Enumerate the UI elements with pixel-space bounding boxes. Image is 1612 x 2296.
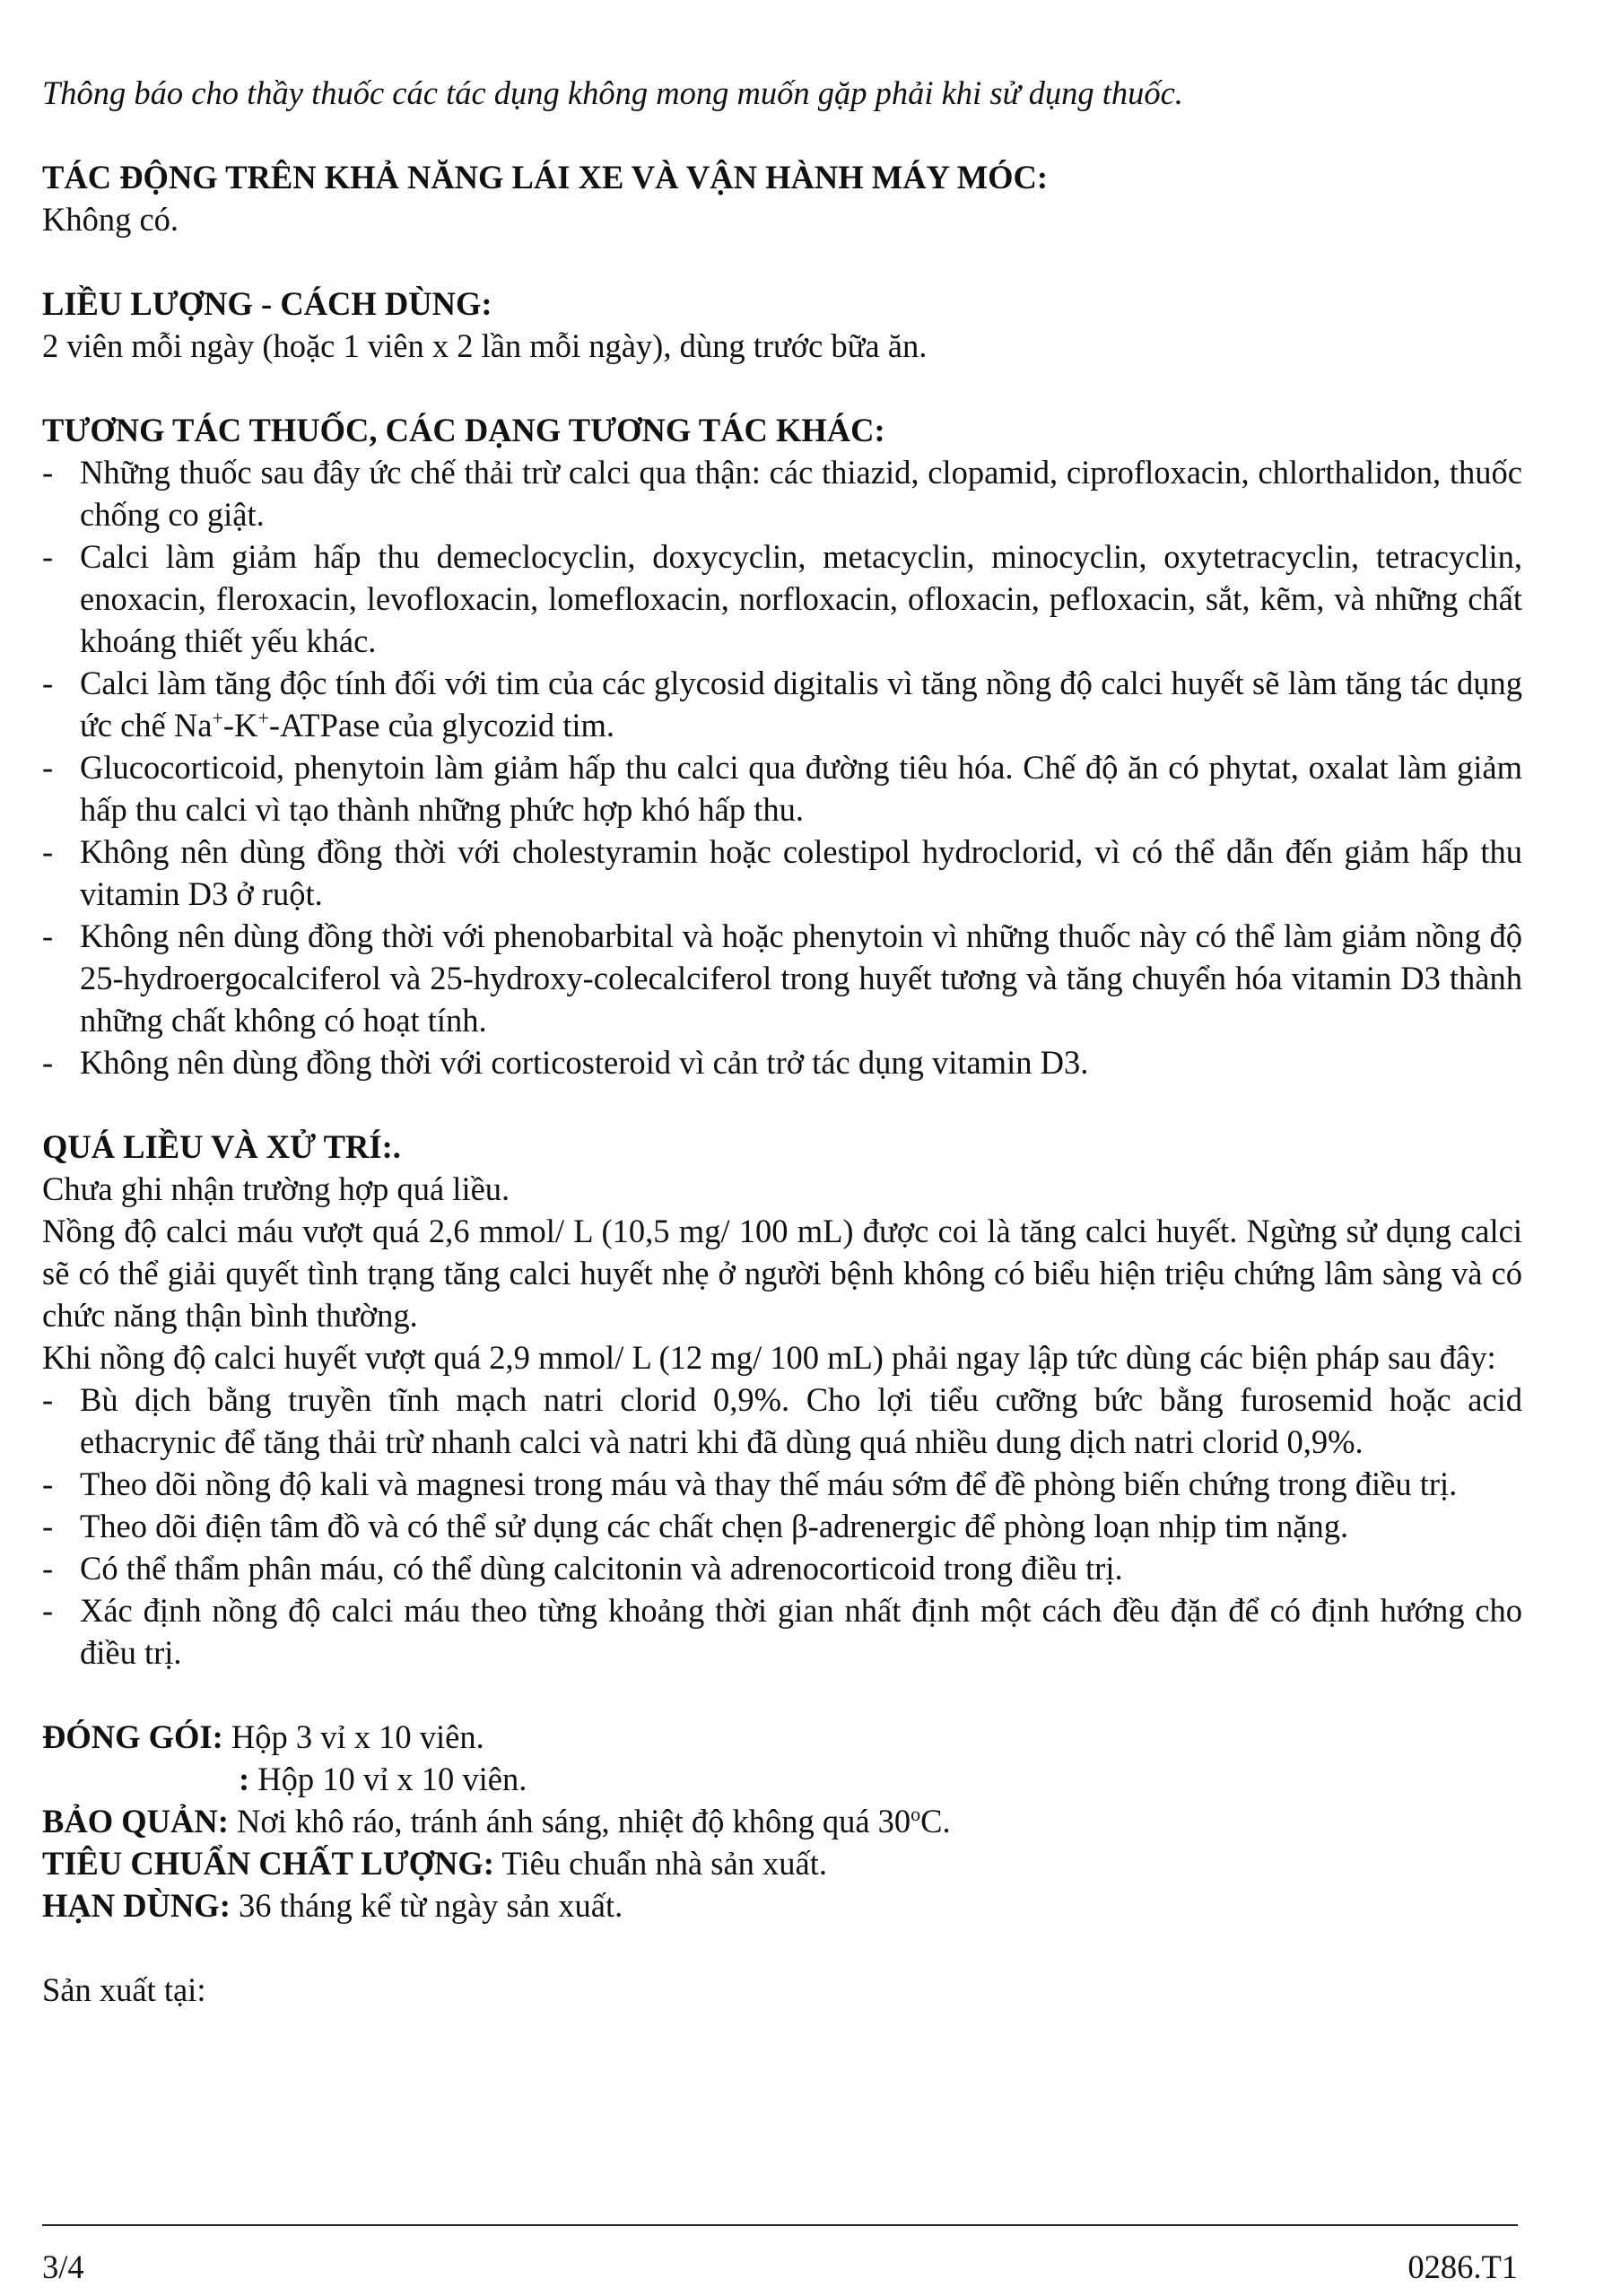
document-page <box>42 72 1522 2011</box>
page-number: 3/4 <box>42 2248 84 2285</box>
list-item <box>42 662 1522 746</box>
footer-divider <box>42 2224 1518 2226</box>
list-item: - Glucocorticoid, phenytoin làm giảm hấp thu calci qua đường tiêu hóa. Chế độ ăn có phytat, oxalat làm giảm hấp thu calci vì tạo thành những phức hợp khó hấp thu. <box>42 746 1522 831</box>
packaging-label: ĐÓNG GÓI: <box>42 1718 223 1755</box>
list-item: - Xác định nồng độ calci máu theo từng khoảng thời gian nhất định một cách đều đặn để có định hướng cho điều trị. <box>42 1589 1522 1674</box>
driving-section <box>42 156 1522 240</box>
page-footer <box>42 2246 1518 2288</box>
overdose-paragraph: Nồng độ calci máu vượt quá 2,6 mmol/ L (10,5 mg/ 100 mL) được coi là tăng calci huyết. Ngừng sử dụng calci sẽ có thể giải quyết tình trạng tăng calci huyết nhẹ ở người bệnh không có biểu hiện triệu chứng lâm sàng và có chức năng thận bình thường. <box>42 1213 1522 1334</box>
list-item: - Theo dõi nồng độ kali và magnesi trong máu và thay thế máu sớm để đề phòng biến chứng trong điều trị. <box>42 1463 1522 1505</box>
product-info <box>42 1716 1522 1926</box>
overdose-paragraph: Khi nồng độ calci huyết vượt quá 2,9 mmol/ L (12 mg/ 100 mL) phải ngay lập tức dùng các biện pháp sau đây: <box>42 1339 1496 1376</box>
interactions-heading: TƯƠNG TÁC THUỐC, CÁC DẠNG TƯƠNG TÁC KHÁC: <box>42 412 885 448</box>
dosage-heading: LIỀU LƯỢNG - CÁCH DÙNG: <box>42 285 492 322</box>
dosage-section <box>42 283 1522 367</box>
list-item-text: Calci làm tăng độc tính đối với tim của các glycosid digitalis vì tăng nồng độ calci huyết sẽ làm tăng tác dụng ức chế Na <box>80 665 1522 744</box>
storage-value-unit: C. <box>920 1803 951 1839</box>
packaging-value: Hộp 10 vỉ x 10 viên. <box>249 1761 527 1797</box>
list-item-text: -ATPase của glycozid tim. <box>268 707 614 744</box>
expiry-label: HẠN DÙNG: <box>42 1887 231 1924</box>
list-item-text: -K <box>222 707 258 744</box>
list-item: - Calci làm giảm hấp thu demeclocyclin, doxycyclin, metacyclin, minocyclin, oxytetracyclin, tetracyclin, enoxacin, fleroxacin, levofloxacin, lomefloxacin, norfloxacin, ofloxacin, pefloxacin, sắt, kẽm, và những chất khoáng thiết yếu khác. <box>42 535 1522 662</box>
degree-superscript: o <box>911 1802 921 1825</box>
overdose-paragraph: Chưa ghi nhận trường hợp quá liều. <box>42 1170 510 1207</box>
list-item: - Không nên dùng đồng thời với cholestyramin hoặc colestipol hydroclorid, vì có thể dẫn đến giảm hấp thu vitamin D3 ở ruột. <box>42 831 1522 915</box>
storage-value: Nơi khô ráo, tránh ánh sáng, nhiệt độ không quá 30 <box>228 1803 911 1839</box>
packaging-line <box>42 1716 1522 1758</box>
overdose-section <box>42 1126 1522 1674</box>
standard-label: TIÊU CHUẨN CHẤT LƯỢNG: <box>42 1845 494 1882</box>
superscript: + <box>257 706 269 729</box>
list-item: - Có thể thẩm phân máu, có thể dùng calcitonin và adrenocorticoid trong điều trị. <box>42 1547 1522 1589</box>
interactions-list <box>42 451 1522 1083</box>
manufactured-at: Sản xuất tại: <box>42 1971 206 2008</box>
expiry-line <box>42 1884 1522 1926</box>
storage-line <box>42 1800 1522 1842</box>
interactions-section <box>42 409 1522 1083</box>
intro-note: Thông báo cho thầy thuốc các tác dụng không mong muốn gặp phải khi sử dụng thuốc. <box>42 74 1183 111</box>
superscript: + <box>212 706 223 729</box>
document-code: 0286.T1 <box>1407 2248 1518 2285</box>
driving-text: Không có. <box>42 201 179 238</box>
list-item: - Những thuốc sau đây ức chế thải trừ calci qua thận: các thiazid, clopamid, ciprofloxacin, chlorthalidon, thuốc chống co giật. <box>42 451 1522 535</box>
list-item: - Bù dịch bằng truyền tĩnh mạch natri clorid 0,9%. Cho lợi tiểu cưỡng bức bằng furosemid hoặc acid ethacrynic để tăng thải trừ nhanh calci và natri khi đã dùng quá nhiều dung dịch natri clorid 0,9%. <box>42 1378 1522 1463</box>
packaging-colon: : <box>239 1761 250 1797</box>
overdose-list <box>42 1378 1522 1674</box>
overdose-heading: QUÁ LIỀU VÀ XỬ TRÍ:. <box>42 1128 401 1165</box>
storage-label: BẢO QUẢN: <box>42 1803 229 1839</box>
standard-line <box>42 1842 1522 1884</box>
packaging-value: Hộp 3 vỉ x 10 viên. <box>222 1718 484 1755</box>
list-item: - Không nên dùng đồng thời với phenobarbital và hoặc phenytoin vì những thuốc này có thể làm giảm nồng độ 25-hydroergocalciferol và 25-hydroxy-colecalciferol trong huyết tương và tăng chuyển hóa vitamin D3 thành những chất không có hoạt tính. <box>42 915 1522 1041</box>
driving-heading: TÁC ĐỘNG TRÊN KHẢ NĂNG LÁI XE VÀ VẬN HÀNH MÁY MÓC: <box>42 159 1049 196</box>
list-item: - Không nên dùng đồng thời với corticosteroid vì cản trở tác dụng vitamin D3. <box>42 1041 1522 1083</box>
list-item: - Theo dõi điện tâm đồ và có thể sử dụng các chất chẹn β-adrenergic để phòng loạn nhịp tim nặng. <box>42 1505 1522 1547</box>
packaging-line-2 <box>42 1758 1522 1800</box>
standard-value: Tiêu chuẩn nhà sản xuất. <box>493 1845 827 1882</box>
dosage-text: 2 viên mỗi ngày (hoặc 1 viên x 2 lần mỗi ngày), dùng trước bữa ăn. <box>42 327 928 364</box>
expiry-value: 36 tháng kể từ ngày sản xuất. <box>230 1887 623 1924</box>
